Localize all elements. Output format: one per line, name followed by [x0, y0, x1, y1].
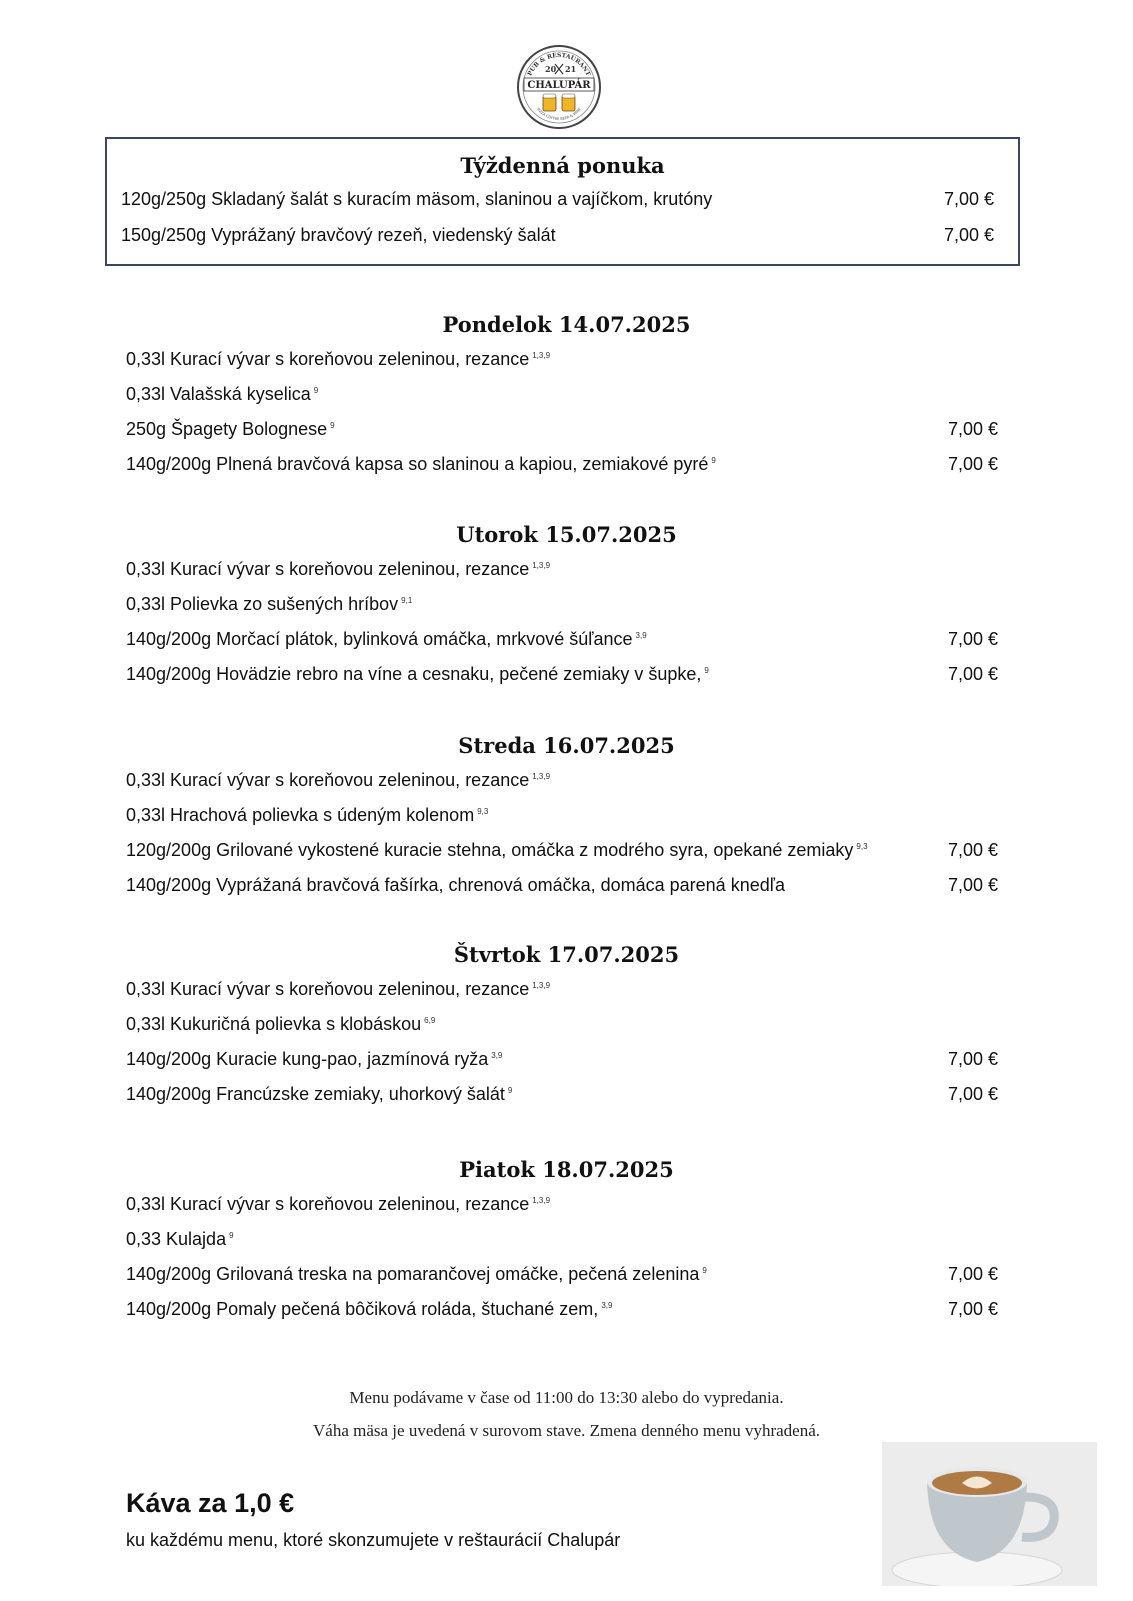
- menu-item-price: 7,00 €: [947, 1084, 998, 1104]
- menu-item-label: 0,33l Kurací vývar s koreňovou zeleninou, rezance: [126, 979, 530, 999]
- allergen-note: 1,3,9: [532, 1196, 551, 1205]
- menu-item-price: 7,00 €: [947, 1299, 998, 1319]
- logo-year-left: 20: [545, 64, 557, 74]
- allergen-note: 9: [313, 386, 319, 395]
- menu-item-label: 140g/200g Grilovaná treska na pomarančovej omáčke, pečená zelenina: [126, 1264, 700, 1284]
- menu-item-text: [126, 979, 550, 1000]
- menu-item-label: 0,33 Kulajda: [126, 1229, 227, 1249]
- weekly-item-text: 150g/250g Vyprážaný bravčový rezeň, viedenský šalát: [121, 225, 556, 245]
- menu-item: [126, 349, 998, 375]
- allergen-note: 9: [507, 1086, 513, 1095]
- menu-item-label: 120g/200g Grilované vykostené kuracie stehna, omáčka z modrého syra, opekané zemiaky: [126, 840, 854, 860]
- day-title: Utorok 15.07.2025: [456, 522, 677, 547]
- menu-item: [126, 805, 998, 831]
- menu-item: [126, 875, 998, 901]
- allergen-note: 9,3: [856, 842, 868, 851]
- serving-hours-note: Menu podávame v čase od 11:00 do 13:30 alebo do vypredania.: [349, 1388, 784, 1407]
- menu-item: [126, 1084, 998, 1110]
- menu-item-text: [126, 1049, 502, 1070]
- menu-item-price: 7,00 €: [947, 840, 998, 860]
- weekly-offer-box: [105, 137, 1020, 266]
- menu-item-text: [126, 840, 868, 861]
- menu-item-text: [126, 1084, 512, 1105]
- weekly-item-price: 7,00 €: [943, 189, 994, 209]
- menu-item-text: [126, 1014, 435, 1035]
- menu-item: [126, 664, 998, 690]
- logo-top-text: PUB & RESTAURANT: [526, 51, 592, 78]
- menu-item-text: [126, 559, 550, 580]
- menu-item-text: [126, 664, 709, 685]
- menu-item-label: 140g/200g Vyprážaná bravčová fašírka, chrenová omáčka, domáca parená knedľa: [126, 875, 785, 895]
- allergen-note: 1,3,9: [532, 772, 551, 781]
- menu-item: [126, 1229, 998, 1255]
- logo-name: CHALUPÁR: [527, 80, 591, 91]
- menu-item-label: 0,33l Valašská kyselica: [126, 384, 311, 404]
- day-title: Streda 16.07.2025: [458, 733, 675, 758]
- menu-item: [126, 1049, 998, 1075]
- menu-item-label: 140g/200g Morčací plátok, bylinková omáčka, mrkvové šúľance: [126, 629, 633, 649]
- menu-item-price: 7,00 €: [947, 1264, 998, 1284]
- menu-item-text: [126, 1194, 550, 1215]
- menu-item-text: [126, 384, 318, 405]
- menu-item: [126, 454, 998, 480]
- allergen-note: 9,3: [477, 807, 489, 816]
- weekly-item: [121, 225, 994, 251]
- menu-item-label: 0,33l Kurací vývar s koreňovou zeleninou, rezance: [126, 349, 530, 369]
- menu-item-price: 7,00 €: [947, 419, 998, 439]
- coffee-cup-image: [882, 1442, 1097, 1586]
- menu-item-text: [126, 419, 335, 440]
- allergen-note: 9: [702, 1266, 707, 1275]
- allergen-note: 1,3,9: [532, 561, 551, 570]
- menu-item-label: 250g Špagety Bolognese: [126, 419, 328, 439]
- menu-item-label: 140g/200g Pomaly pečená bôčiková roláda, štuchané zem,: [126, 1299, 599, 1319]
- allergen-note: 3,9: [491, 1051, 503, 1060]
- allergen-note: 9,1: [401, 596, 413, 605]
- menu-item: [126, 1194, 998, 1220]
- menu-item-text: [126, 629, 647, 650]
- menu-item-price: 7,00 €: [947, 1049, 998, 1069]
- menu-item-label: 140g/200g Kuracie kung-pao, jazmínová ryža: [126, 1049, 489, 1069]
- menu-item: [126, 419, 998, 445]
- menu-item: [126, 559, 998, 585]
- menu-item: [126, 1014, 998, 1040]
- menu-item-price: 7,00 €: [947, 664, 998, 684]
- menu-item-text: [126, 805, 488, 826]
- menu-item: [126, 979, 998, 1005]
- menu-item-text: [126, 1229, 234, 1250]
- allergen-note: 1,3,9: [532, 351, 551, 360]
- menu-item: [126, 770, 998, 796]
- menu-item: [126, 629, 998, 655]
- menu-item-label: 0,33l Hrachová polievka s údeným kolenom: [126, 805, 475, 825]
- menu-item-text: [126, 875, 788, 896]
- menu-item-text: [126, 770, 550, 791]
- menu-item-text: [126, 1264, 707, 1285]
- coffee-offer-subtitle: ku každému menu, ktoré skonzumujete v reštaurácií Chalupár: [126, 1530, 621, 1550]
- allergen-note: 9: [711, 456, 716, 465]
- menu-item-price: 7,00 €: [947, 454, 998, 474]
- allergen-note: 9: [330, 421, 335, 430]
- menu-item-label: 0,33l Kurací vývar s koreňovou zeleninou, rezance: [126, 559, 530, 579]
- menu-item-label: 0,33l Kurací vývar s koreňovou zeleninou, rezance: [126, 1194, 530, 1214]
- menu-item: [126, 384, 998, 410]
- allergen-note: 3,9: [601, 1301, 613, 1310]
- logo-bottom-text: PIZZA COFFEE BEER & WINE: [535, 107, 583, 122]
- menu-item-label: 0,33l Kurací vývar s koreňovou zeleninou, rezance: [126, 770, 530, 790]
- allergen-note: 9: [704, 666, 709, 675]
- allergen-note: 1,3,9: [532, 981, 551, 990]
- logo-badge-icon: [514, 42, 604, 132]
- menu-item: [126, 1299, 998, 1325]
- menu-item: [126, 1264, 998, 1290]
- menu-item: [126, 840, 998, 866]
- menu-item-price: 7,00 €: [947, 875, 998, 895]
- menu-item-label: 140g/200g Plnená bravčová kapsa so slaninou a kapiou, zemiakové pyré: [126, 454, 709, 474]
- menu-item: [126, 594, 998, 620]
- menu-item-label: 0,33l Kukuričná polievka s klobáskou: [126, 1014, 422, 1034]
- menu-item-label: 0,33l Polievka zo sušených hríbov: [126, 594, 399, 614]
- menu-item-text: [126, 1299, 612, 1320]
- menu-item-text: [126, 594, 412, 615]
- menu-item-price: 7,00 €: [947, 629, 998, 649]
- day-title: Piatok 18.07.2025: [459, 1157, 674, 1182]
- menu-item-text: [126, 349, 550, 370]
- menu-item-label: 140g/200g Hovädzie rebro na víne a cesnaku, pečené zemiaky v šupke,: [126, 664, 702, 684]
- weekly-offer-title: Týždenná ponuka: [460, 153, 665, 178]
- allergen-note: 3,9: [635, 631, 647, 640]
- day-title: Štvrtok 17.07.2025: [453, 942, 680, 967]
- weekly-item: [121, 189, 994, 215]
- weekly-item-price: 7,00 €: [943, 225, 994, 245]
- day-title: Pondelok 14.07.2025: [442, 312, 691, 337]
- allergen-note: 6,9: [424, 1016, 436, 1025]
- weekly-item-text: 120g/250g Skladaný šalát s kuracím mäsom, slaninou a vajíčkom, krutóny: [121, 189, 713, 209]
- coffee-cup-icon: [882, 1442, 1097, 1586]
- meat-weight-note: Váha mäsa je uvedená v surovom stave. Zmena denného menu vyhradená.: [313, 1421, 820, 1440]
- menu-item-text: [126, 454, 716, 475]
- menu-item-label: 140g/200g Francúzske zemiaky, uhorkový šalát: [126, 1084, 505, 1104]
- restaurant-logo: [514, 42, 604, 132]
- allergen-note: 9: [229, 1231, 234, 1240]
- coffee-offer-title: Káva za 1,0 €: [126, 1488, 295, 1518]
- logo-year-right: 21: [565, 64, 577, 74]
